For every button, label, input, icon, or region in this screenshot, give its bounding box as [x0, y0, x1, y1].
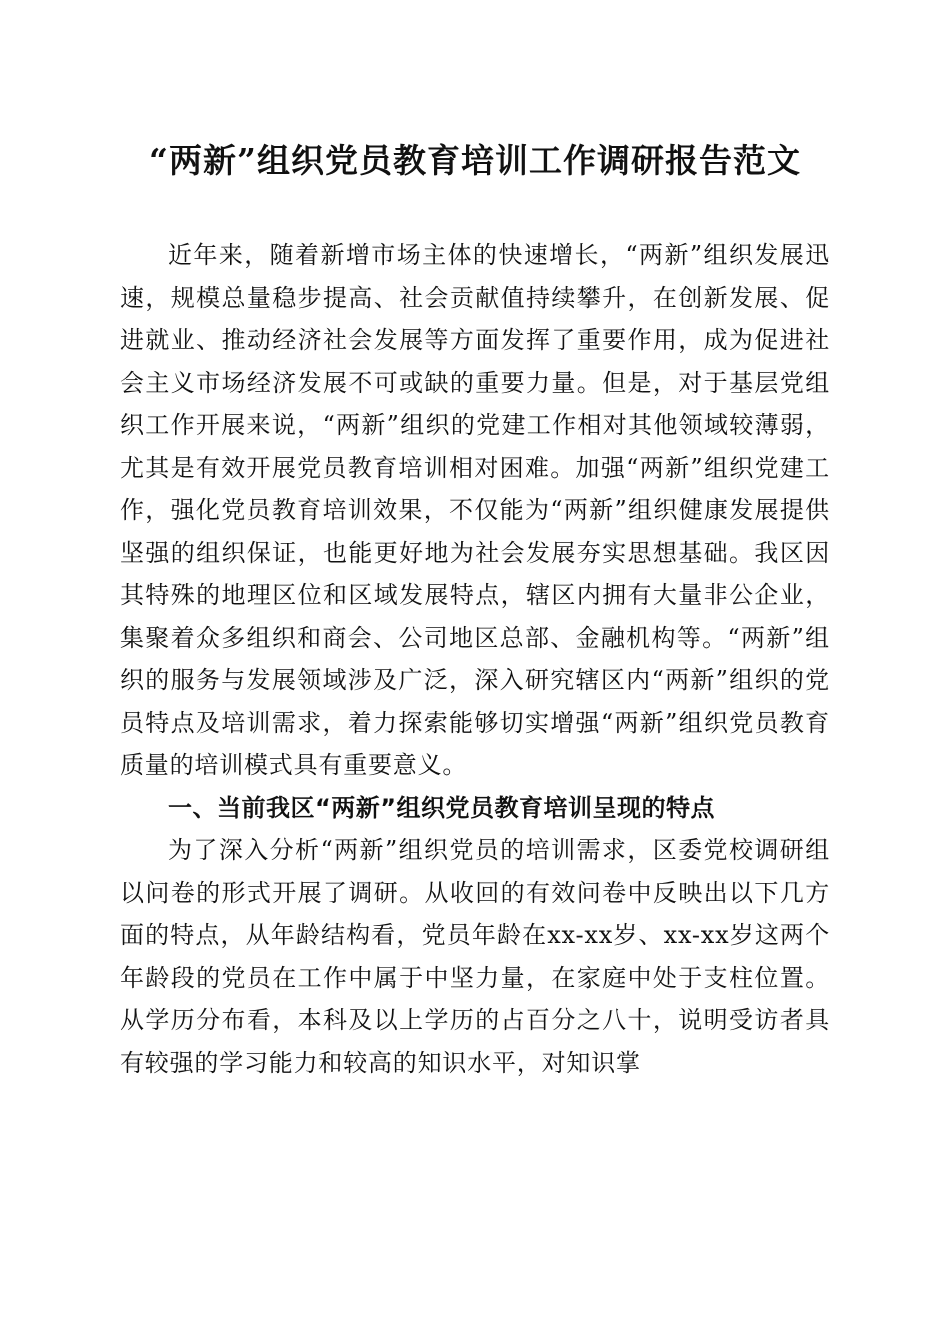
section-1-heading: 一、当前我区“两新”组织党员教育培训呈现的特点 [168, 793, 716, 822]
document-body [120, 234, 830, 1084]
intro-paragraph: 近年来，随着新增市场主体的快速增长，“两新”组织发展迅速，规模总量稳步提高、社会贡献值持续攀升，在创新发展、促进就业、推动经济社会发展等方面发挥了重要作用，成为促进社会主义市场经济发展不可或缺的重要力量。但是，对于基层党组织工作开展来说，“两新”组织的党建工作相对其他领域较薄弱，尤其是有效开展党员教育培训相对困难。加强“两新”组织党建工作，强化党员教育培训效果，不仅能为“两新”组织健康发展提供坚强的组织保证，也能更好地为社会发展夯实思想基础。我区因其特殊的地理区位和区域发展特点，辖区内拥有大量非公企业，集聚着众多组织和商会、公司地区总部、金融机构等。“两新”组织的服务与发展领域涉及广泛，深入研究辖区内“两新”组织的党员特点及培训需求，着力探索能够切实增强“两新”组织党员教育质量的培训模式具有重要意义。 [120, 241, 830, 779]
section-1-paragraph: 为了深入分析“两新”组织党员的培训需求，区委党校调研组以问卷的形式开展了调研。从收回的有效问卷中反映出以下几方面的特点，从年龄结构看，党员年龄在xx-xx岁、xx-xx岁这两个年龄段的党员在工作中属于中坚力量，在家庭中处于支柱位置。从学历分布看，本科及以上学历的占百分之八十，说明受访者具有较强的学习能力和较高的知识水平，对知识掌 [120, 836, 830, 1077]
document-title: “两新”组织党员教育培训工作调研报告范文 [149, 141, 801, 180]
